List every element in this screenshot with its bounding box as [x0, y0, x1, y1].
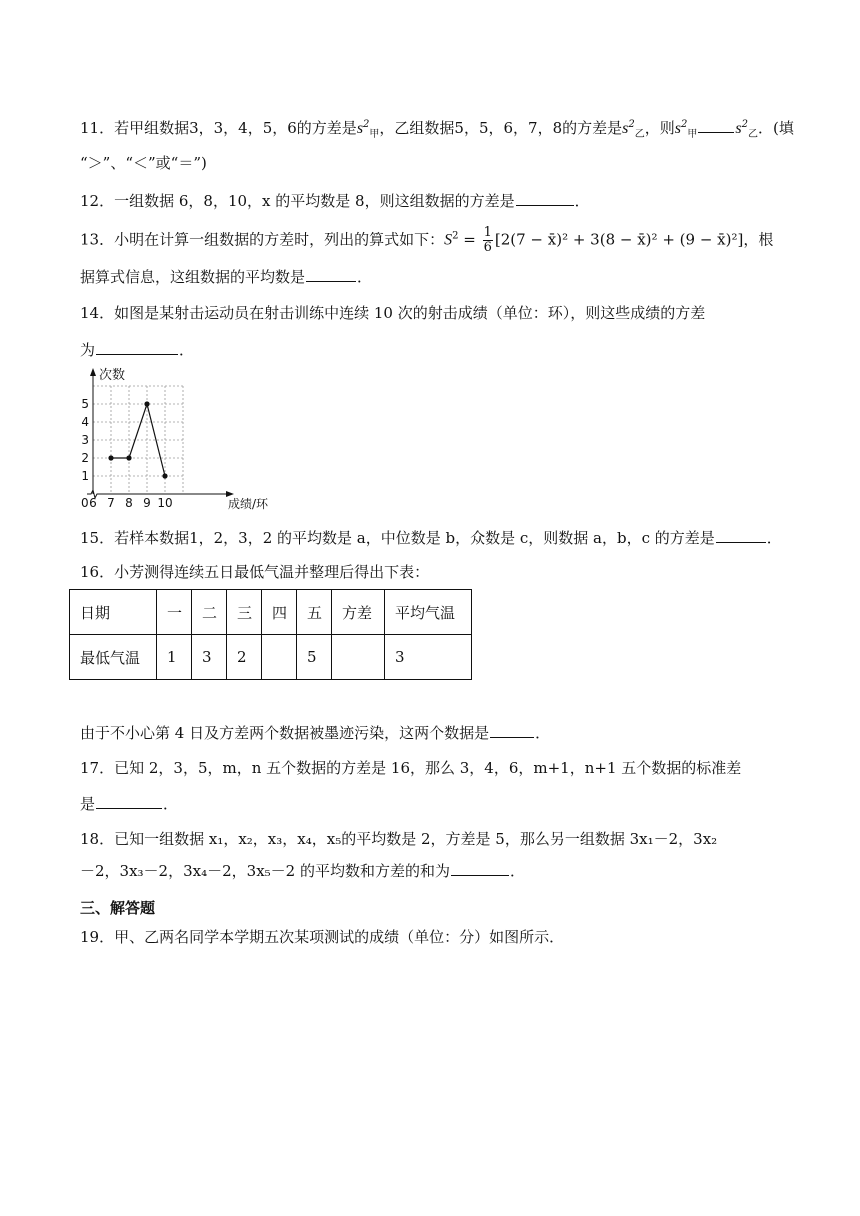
shooting-score-chart — [76, 360, 276, 510]
answer-blank[interactable] — [96, 792, 162, 809]
y-tick-label: 1 — [81, 469, 89, 483]
section-heading: 三、解答题 — [80, 899, 156, 917]
answer-blank[interactable] — [698, 116, 734, 133]
table-header-cell: 三 — [227, 590, 262, 635]
data-point — [144, 401, 149, 406]
answer-blank[interactable] — [451, 859, 509, 876]
question-17: 17．已知 2，3，5，m，n 五个数据的方差是 16，那么 3，4，6，m+1，n+1 五个数据的标准差 — [80, 759, 742, 777]
x-tick-label: 7 — [107, 496, 115, 510]
chart-labels — [81, 367, 269, 510]
question-16-line2: 由于不小心第 4 日及方差两个数据被墨迹污染，这两个数据是 ． — [80, 721, 550, 744]
answer-blank[interactable] — [490, 721, 534, 738]
answer-blank[interactable] — [516, 189, 574, 206]
table-cell: 3 — [385, 635, 472, 680]
variance-formula: [2(7 − x̄)² + 3(8 − x̄)² + (9 − x̄)²] — [494, 230, 744, 249]
question-14-line2: 为 ． — [80, 338, 194, 361]
table-row — [70, 635, 472, 680]
y-tick-label: 4 — [81, 415, 89, 429]
table-cell: 最低气温 — [70, 635, 157, 680]
chart-axes — [87, 368, 234, 498]
x-axis-label: 成绩/环 — [228, 497, 269, 510]
table-cell — [262, 635, 297, 680]
question-17-line2: 是 ． — [80, 792, 178, 815]
x-tick-label: 10 — [157, 496, 173, 510]
table-header-row — [70, 590, 472, 635]
table-header-cell: 一 — [157, 590, 192, 635]
y-tick-label: 5 — [81, 397, 89, 411]
temperature-table — [69, 589, 472, 680]
question-19: 19．甲、乙两名同学本学期五次某项测试的成绩（单位：分）如图所示． — [80, 928, 565, 946]
fraction: $\frac{1}{6}$ — [483, 225, 492, 255]
data-point — [108, 455, 113, 460]
question-13: 13．小明在计算一组数据的方差时，列出的算式如下：$S^2$ = $\frac{1}{6}$ [2(7 − x̄)² + 3(8 − x̄)² + (9 − x̄)²]，根 — [80, 225, 774, 255]
answer-blank[interactable] — [306, 265, 356, 282]
answer-blank[interactable] — [716, 526, 766, 543]
question-11: 11．若甲组数据3，3，4，5，6的方差是$s^2_甲$，乙组数据5，5，6，7，8的方差是$s^2_乙$，则$s^2_甲$ $s^2_乙$．(填 — [80, 116, 794, 140]
table-cell: 1 — [157, 635, 192, 680]
table-header-cell: 方差 — [332, 590, 385, 635]
y-tick-label: 3 — [81, 433, 89, 447]
table-header-cell: 五 — [297, 590, 332, 635]
question-18: 18．已知一组数据 x₁，x₂，x₃，x₄，x₅的平均数是 2，方差是 5，那么另一组数据 3x₁－2，3x₂ — [80, 830, 718, 848]
table-header-cell: 平均气温 — [385, 590, 472, 635]
answer-blank[interactable] — [96, 338, 178, 355]
question-18-line2: －2，3x₃－2，3x₄－2，3x₅－2 的平均数和方差的和为 ． — [80, 859, 525, 882]
question-12: 12．一组数据 6，8，10，x 的平均数是 8，则这组数据的方差是 ． — [80, 189, 590, 212]
table-header-cell: 二 — [192, 590, 227, 635]
table-header-cell: 四 — [262, 590, 297, 635]
question-15: 15．若样本数据1，2，3，2 的平均数是 a，中位数是 b，众数是 c，则数据 a，b，c 的方差是 ． — [80, 526, 782, 549]
y-axis-label: 次数 — [99, 368, 126, 383]
question-14: 14．如图是某射击运动员在射击训练中连续 10 次的射击成绩（单位：环），则这些成绩的方差 — [80, 304, 706, 322]
origin-label: 0 — [81, 496, 89, 510]
x-tick-label: 6 — [89, 496, 97, 510]
data-point — [126, 455, 131, 460]
x-tick-label: 9 — [143, 496, 151, 510]
chart-grid — [93, 386, 183, 494]
y-tick-label: 2 — [81, 451, 89, 465]
table-cell: 2 — [227, 635, 262, 680]
x-tick-label: 8 — [125, 496, 133, 510]
data-point — [162, 473, 167, 478]
question-13-line2: 据算式信息，这组数据的平均数是 ． — [80, 265, 372, 288]
table-header-cell: 日期 — [70, 590, 157, 635]
question-16: 16．小芳测得连续五日最低气温并整理后得出下表： — [80, 563, 430, 581]
table-cell — [332, 635, 385, 680]
table-cell: 5 — [297, 635, 332, 680]
question-11-line2: “＞”、“＜”或“＝”) — [80, 154, 207, 172]
y-axis-arrow — [90, 368, 96, 376]
table-cell: 3 — [192, 635, 227, 680]
